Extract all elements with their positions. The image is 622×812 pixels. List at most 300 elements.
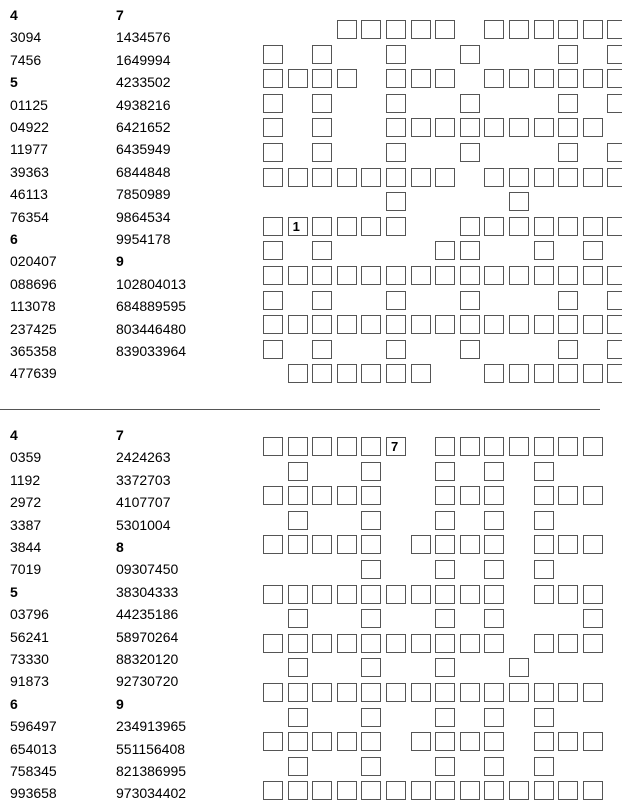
grid-cell[interactable] [460,315,480,334]
grid-cell[interactable] [509,437,529,456]
grid-cell[interactable] [583,732,603,751]
grid-cell[interactable] [484,315,504,334]
word-entry: 477639 [10,365,57,382]
grid-cell[interactable] [312,118,332,137]
grid-cell[interactable] [361,634,381,653]
grid-cell[interactable] [337,486,357,505]
grid-cell[interactable] [263,585,283,604]
grid-cell[interactable] [263,340,283,359]
grid-cell[interactable] [460,437,480,456]
grid-cell[interactable] [263,291,283,310]
grid-cell[interactable] [484,486,504,505]
grid-cell[interactable] [484,437,504,456]
grid-cell[interactable] [435,462,455,481]
grid-cell[interactable] [411,168,431,187]
grid-cell[interactable] [460,732,480,751]
grid-cell[interactable] [607,94,622,113]
grid-cell[interactable] [411,781,431,800]
grid-cell[interactable] [435,683,455,702]
grid-cell[interactable] [312,535,332,554]
word-entry: 6421652 [116,119,171,135]
grid-cell[interactable] [337,364,357,383]
grid-cell[interactable] [386,143,406,162]
grid-cell[interactable] [607,45,622,64]
grid-cell[interactable] [607,217,622,236]
grid-cell[interactable] [435,315,455,334]
grid-cell[interactable] [288,511,308,530]
grid-cell[interactable] [534,20,554,39]
grid-cell[interactable] [386,217,406,236]
grid-cell[interactable] [583,168,603,187]
grid-cell[interactable] [534,511,554,530]
grid-cell[interactable] [312,241,332,260]
grid-cell[interactable] [460,486,480,505]
grid-cell[interactable] [361,560,381,579]
grid-cell[interactable] [312,168,332,187]
grid-cell[interactable] [411,118,431,137]
word-entry: 58970264 [116,628,179,645]
grid-cell[interactable] [460,217,480,236]
grid-cell[interactable] [558,634,578,653]
grid-cell[interactable] [484,462,504,481]
grid-cell[interactable] [288,634,308,653]
grid-cell[interactable] [288,364,308,383]
grid-cell[interactable] [386,781,406,800]
grid-cell[interactable] [386,69,406,88]
grid-cell[interactable] [288,437,308,456]
grid-cell[interactable] [386,291,406,310]
grid-cell[interactable] [386,585,406,604]
grid-cell[interactable] [534,781,554,800]
grid-cell[interactable] [361,708,381,727]
grid-cell[interactable] [263,266,283,285]
grid-cell[interactable] [583,118,603,137]
grid-cell[interactable] [386,192,406,211]
grid-cell[interactable] [534,364,554,383]
grid-cell[interactable] [484,217,504,236]
word-entry: 9954178 [116,231,171,247]
grid-cell[interactable] [361,757,381,776]
grid-cell[interactable] [534,757,554,776]
grid-cell[interactable] [534,118,554,137]
grid-cell[interactable] [435,585,455,604]
grid-cell[interactable] [288,708,308,727]
grid-cell[interactable] [435,560,455,579]
grid-cell[interactable] [435,437,455,456]
grid-cell[interactable] [509,69,529,88]
grid-cell[interactable] [484,20,504,39]
grid-cell[interactable] [263,683,283,702]
grid-cell[interactable] [435,634,455,653]
word-entry: 9864534 [116,208,171,225]
word-entry: 821386995 [116,763,187,779]
grid-cell[interactable] [411,634,431,653]
grid-cell[interactable] [460,535,480,554]
grid-cell[interactable] [607,291,622,310]
grid-cell[interactable] [484,511,504,530]
grid-cell[interactable] [361,168,381,187]
word-entry: 76354 [10,208,49,225]
grid-cell[interactable] [263,143,283,162]
grid-cell[interactable] [484,69,504,88]
word-entry: 92730720 [116,673,179,690]
grid-cell[interactable] [558,291,578,310]
grid-cell[interactable] [484,168,504,187]
grid-cell[interactable] [583,781,603,800]
grid-cell[interactable] [337,535,357,554]
grid-cell[interactable] [312,266,332,285]
grid-cell[interactable] [484,609,504,628]
grid-cell[interactable] [312,683,332,702]
grid-cell[interactable] [534,560,554,579]
grid-cell[interactable] [361,20,381,39]
grid-cell[interactable] [288,535,308,554]
grid-cell[interactable] [607,143,622,162]
grid-cell[interactable] [263,118,283,137]
grid-cell[interactable] [558,266,578,285]
grid-cell[interactable] [509,168,529,187]
grid-cell[interactable] [288,168,308,187]
grid-cell[interactable] [460,143,480,162]
grid-cell[interactable] [534,69,554,88]
section-divider [0,409,600,410]
grid-cell[interactable] [583,486,603,505]
grid-cell[interactable] [386,437,406,456]
grid-cell[interactable] [558,732,578,751]
word-entry: 46113 [10,186,48,203]
grid-cell[interactable] [583,585,603,604]
grid-cell[interactable] [558,683,578,702]
grid-cell[interactable] [583,535,603,554]
grid-cell[interactable] [558,118,578,137]
grid-cell[interactable] [337,683,357,702]
grid-cell[interactable] [263,241,283,260]
grid-cell[interactable] [534,217,554,236]
grid-cell[interactable] [558,535,578,554]
grid-cell[interactable] [263,315,283,334]
grid-cell[interactable] [435,118,455,137]
grid-cell[interactable] [484,634,504,653]
grid-cell[interactable] [607,69,622,88]
length-heading: 6 [10,231,18,247]
grid-cell[interactable] [312,94,332,113]
grid-cell[interactable] [312,781,332,800]
grid-cell[interactable] [534,266,554,285]
grid-cell[interactable] [312,217,332,236]
grid-cell[interactable] [558,143,578,162]
grid-cell[interactable] [361,658,381,677]
grid-cell[interactable] [607,340,622,359]
grid-cell[interactable] [534,732,554,751]
grid-cell[interactable] [583,266,603,285]
grid-cell[interactable] [337,168,357,187]
grid-cell[interactable] [534,535,554,554]
grid-cell[interactable] [361,462,381,481]
grid-cell[interactable] [607,168,622,187]
grid-cell[interactable] [558,45,578,64]
grid-cell[interactable] [607,20,622,39]
grid-cell[interactable] [435,781,455,800]
grid-cell[interactable] [361,609,381,628]
word-entry: 88320120 [116,651,179,667]
grid-cell[interactable] [534,634,554,653]
word-entry: 4107707 [116,494,171,511]
grid-cell[interactable] [263,168,283,187]
grid-cell[interactable] [411,266,431,285]
grid-cell[interactable] [288,757,308,776]
grid-cell[interactable] [583,609,603,628]
grid-cell[interactable] [386,340,406,359]
grid-cell[interactable] [460,241,480,260]
grid-cell[interactable] [435,20,455,39]
grid-cell[interactable] [312,340,332,359]
grid-cell[interactable] [312,732,332,751]
grid-cell[interactable] [460,340,480,359]
grid-cell[interactable] [509,217,529,236]
grid-cell[interactable] [435,658,455,677]
grid-cell[interactable] [386,45,406,64]
grid-cell[interactable] [386,168,406,187]
clue-number: 1 [292,218,300,234]
grid-cell[interactable] [361,315,381,334]
grid-cell[interactable] [411,315,431,334]
grid-cell[interactable] [607,315,622,334]
grid-cell[interactable] [361,683,381,702]
grid-cell[interactable] [263,486,283,505]
grid-cell[interactable] [435,708,455,727]
word-entry: 39363 [10,163,49,180]
grid-cell[interactable] [509,20,529,39]
grid-cell[interactable] [337,69,357,88]
puzzle-bottom [0,420,622,812]
grid-cell[interactable] [484,266,504,285]
grid-cell[interactable] [435,168,455,187]
grid-cell[interactable] [263,634,283,653]
grid-cell[interactable] [411,535,431,554]
grid-cell[interactable] [558,781,578,800]
grid-cell[interactable] [460,45,480,64]
grid-cell[interactable] [558,437,578,456]
grid-cell[interactable] [435,535,455,554]
grid-cell[interactable] [288,266,308,285]
word-entry: 6844848 [116,163,171,180]
grid-cell[interactable] [484,585,504,604]
grid-cell[interactable] [583,69,603,88]
grid-cell[interactable] [509,364,529,383]
grid-cell[interactable] [583,20,603,39]
grid-cell[interactable] [386,634,406,653]
grid-cell[interactable] [312,364,332,383]
grid-cell[interactable] [361,585,381,604]
grid-cell[interactable] [288,609,308,628]
grid-cell[interactable] [435,486,455,505]
grid-cell[interactable] [558,364,578,383]
grid-cell[interactable] [361,437,381,456]
grid-cell[interactable] [509,266,529,285]
grid-cell[interactable] [337,437,357,456]
grid-cell[interactable] [509,192,529,211]
word-entry: 551156408 [116,740,186,757]
grid-cell[interactable] [534,585,554,604]
grid-cell[interactable] [361,535,381,554]
grid-cell[interactable] [361,732,381,751]
grid-cell[interactable] [288,585,308,604]
grid-cell[interactable] [509,781,529,800]
grid-cell[interactable] [484,732,504,751]
grid-cell[interactable] [484,683,504,702]
grid-cell[interactable] [263,45,283,64]
grid-cell[interactable] [288,486,308,505]
grid-cell[interactable] [509,118,529,137]
grid-cell[interactable] [312,291,332,310]
grid-cell[interactable] [288,658,308,677]
grid-cell[interactable] [509,683,529,702]
grid-cell[interactable] [386,266,406,285]
grid-cell[interactable] [583,315,603,334]
grid-cell[interactable] [361,364,381,383]
grid-cell[interactable] [386,364,406,383]
grid-cell[interactable] [337,634,357,653]
grid-cell[interactable] [312,315,332,334]
grid-cell[interactable] [263,94,283,113]
grid-cell[interactable] [583,437,603,456]
grid-cell[interactable] [337,585,357,604]
grid-cell[interactable] [534,241,554,260]
grid-cell[interactable] [484,560,504,579]
grid-cell[interactable] [312,486,332,505]
word-entry: 684889595 [116,298,187,315]
grid-cell[interactable] [263,437,283,456]
grid-cell[interactable] [460,585,480,604]
grid-cell[interactable] [484,118,504,137]
grid-cell[interactable] [288,217,308,236]
grid-cell[interactable] [460,266,480,285]
word-entry: 596497 [10,718,57,735]
grid-cell[interactable] [288,732,308,751]
grid-cell[interactable] [337,315,357,334]
grid-cell[interactable] [558,315,578,334]
grid-cell[interactable] [263,69,283,88]
grid-cell[interactable] [460,781,480,800]
grid-cell[interactable] [534,708,554,727]
grid-cell[interactable] [509,658,529,677]
grid-cell[interactable] [288,462,308,481]
grid-cell[interactable] [484,708,504,727]
grid-cell[interactable] [460,683,480,702]
grid-cell[interactable] [312,143,332,162]
grid-cell[interactable] [361,217,381,236]
grid-cell[interactable] [361,781,381,800]
grid-cell[interactable] [583,634,603,653]
word-entry: 3372703 [116,471,171,488]
grid-cell[interactable] [263,781,283,800]
grid-cell[interactable] [411,683,431,702]
grid-cell[interactable] [263,217,283,236]
grid-cell[interactable] [312,634,332,653]
grid-cell[interactable] [386,20,406,39]
grid-cell[interactable] [263,732,283,751]
grid-cell[interactable] [411,585,431,604]
grid-cell[interactable] [435,609,455,628]
grid-cell[interactable] [435,757,455,776]
grid-cell[interactable] [583,217,603,236]
grid-cell[interactable] [607,364,622,383]
grid-cell[interactable] [460,118,480,137]
grid-cell[interactable] [435,69,455,88]
grid-cell[interactable] [337,781,357,800]
grid-cell[interactable] [411,364,431,383]
grid-cell[interactable] [558,486,578,505]
grid-cell[interactable] [484,364,504,383]
grid-cell[interactable] [386,683,406,702]
grid-cell[interactable] [558,585,578,604]
grid-cell[interactable] [337,266,357,285]
grid-cell[interactable] [484,757,504,776]
grid-cell[interactable] [435,266,455,285]
grid-cell[interactable] [484,535,504,554]
grid-cell[interactable] [411,20,431,39]
grid-cell[interactable] [312,69,332,88]
grid-cell[interactable] [435,241,455,260]
grid-cell[interactable] [435,732,455,751]
grid-cell[interactable] [361,511,381,530]
grid-cell[interactable] [484,781,504,800]
grid-cell[interactable] [558,20,578,39]
grid-cell[interactable] [607,266,622,285]
grid-cell[interactable] [288,315,308,334]
grid-cell[interactable] [337,217,357,236]
grid-cell[interactable] [534,462,554,481]
grid-cell[interactable] [460,94,480,113]
grid-cell[interactable] [361,266,381,285]
grid-cell[interactable] [411,69,431,88]
grid-cell[interactable] [386,315,406,334]
grid-cell[interactable] [312,585,332,604]
grid-cell[interactable] [534,168,554,187]
grid-cell[interactable] [558,94,578,113]
grid-cell[interactable] [583,241,603,260]
grid-cell[interactable] [435,511,455,530]
grid-cell[interactable] [534,437,554,456]
grid-cell[interactable] [558,69,578,88]
grid-cell[interactable] [558,217,578,236]
grid-cell[interactable] [583,683,603,702]
grid-cell[interactable] [386,118,406,137]
grid-cell[interactable] [534,683,554,702]
grid-cell[interactable] [534,486,554,505]
grid-cell[interactable] [288,69,308,88]
grid-cell[interactable] [460,291,480,310]
grid-cell[interactable] [558,340,578,359]
grid-cell[interactable] [558,168,578,187]
grid-cell[interactable] [337,732,357,751]
grid-cell[interactable] [361,486,381,505]
grid-cell[interactable] [534,315,554,334]
grid-cell[interactable] [411,732,431,751]
grid-cell[interactable] [288,781,308,800]
grid-cell[interactable] [460,634,480,653]
word-entry: 91873 [10,673,49,690]
grid-cell[interactable] [312,437,332,456]
grid-cell[interactable] [288,683,308,702]
grid-cell[interactable] [386,94,406,113]
grid-cell[interactable] [509,315,529,334]
grid-cell[interactable] [337,20,357,39]
word-entry: 09307450 [116,561,179,578]
grid-cell[interactable] [583,364,603,383]
grid-cell[interactable] [312,45,332,64]
grid-cell[interactable] [263,535,283,554]
